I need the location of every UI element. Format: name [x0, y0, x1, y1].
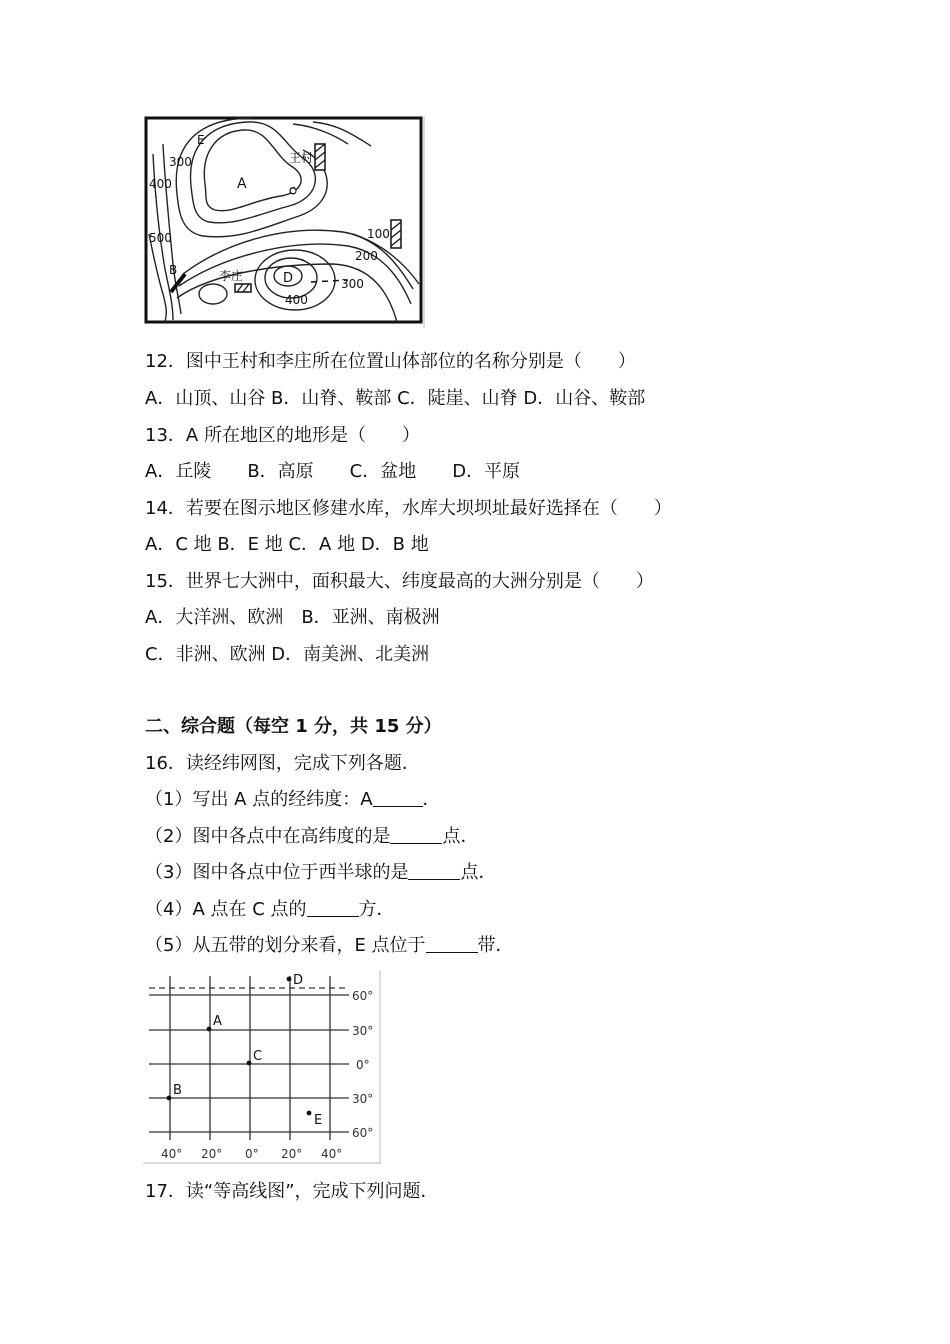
lon-label-40w: 40°	[161, 1147, 183, 1161]
question-12: 12．图中王村和李庄所在位置山体部位的名称分别是（ ）	[145, 351, 636, 372]
question-16-4	[145, 898, 395, 922]
contour-map-figure	[143, 114, 428, 330]
answer-blank-16-2[interactable]	[390, 825, 442, 844]
label-contour-400-bottom: 400	[285, 293, 308, 307]
graticule-figure	[143, 968, 383, 1166]
question-17: 17．读“等高线图”，完成下列问题．	[145, 1181, 439, 1202]
q16-2-text: （2）图中各点中在高纬度的是	[145, 826, 391, 847]
lon-label-20w: 20°	[201, 1147, 223, 1161]
answer-blank-16-5[interactable]	[426, 934, 478, 953]
answer-blank-16-4[interactable]	[307, 898, 359, 917]
label-contour-300-right: 300	[341, 277, 364, 291]
lon-label-0: 0°	[245, 1147, 259, 1161]
lon-label-20e: 20°	[281, 1147, 303, 1161]
answer-blank-16-3[interactable]	[408, 861, 460, 880]
question-15: 15．世界七大洲中，面积最大、纬度最高的大洲分别是（ ）	[145, 571, 654, 592]
label-d: D	[283, 271, 294, 286]
point-a-label: A	[213, 1014, 222, 1029]
q16-3-end: 点．	[460, 862, 497, 883]
point-e-label: E	[314, 1113, 323, 1128]
label-contour-400-left: 400	[149, 177, 172, 191]
lat-label-0: 0°	[356, 1058, 370, 1072]
q16-1-end: ．	[422, 789, 441, 810]
label-contour-200: 200	[355, 249, 378, 263]
label-wangcun: 王村	[289, 151, 314, 165]
point-e-dot	[307, 1111, 312, 1116]
point-b-dot	[167, 1096, 172, 1101]
question-16-1	[145, 788, 441, 812]
lon-label-40e: 40°	[321, 1147, 343, 1161]
question-14: 14．若要在图示地区修建水库，水库大坝坝址最好选择在（ ）	[145, 498, 672, 519]
lat-label-60n: 60°	[352, 989, 374, 1003]
label-contour-300-left: 300	[169, 155, 192, 169]
label-e: E	[197, 133, 205, 147]
label-contour-100: 100	[367, 227, 390, 241]
point-b-label: B	[173, 1083, 182, 1098]
answer-blank-16-1[interactable]	[373, 788, 423, 807]
question-16-5	[145, 934, 514, 958]
lat-label-30n: 30°	[352, 1024, 374, 1038]
question-13-options: A．丘陵 B．高原 C．盆地 D．平原	[145, 461, 521, 482]
question-15-options-2: C．非洲、欧洲 D．南美洲、北美洲	[145, 644, 430, 665]
section-2-heading: 二、综合题（每空 1 分，共 15 分）	[145, 716, 442, 737]
q16-5-end: 带．	[477, 935, 514, 956]
question-16: 16．读经纬网图，完成下列各题．	[145, 753, 420, 774]
label-contour-500-left: 500	[149, 231, 172, 245]
question-16-3	[145, 861, 496, 885]
lat-label-60s: 60°	[352, 1126, 374, 1140]
question-14-options: A．C 地 B．E 地 C．A 地 D．B 地	[145, 534, 429, 555]
q16-2-end: 点．	[442, 826, 479, 847]
q16-4-text: （4）A 点在 C 点的	[145, 899, 307, 920]
point-d-label: D	[293, 973, 304, 988]
lat-label-30s: 30°	[352, 1092, 374, 1106]
point-a-dot	[207, 1027, 212, 1032]
question-12-options: A．山顶、山谷 B．山脊、鞍部 C．陡崖、山脊 D．山谷、鞍部	[145, 388, 646, 409]
label-b: B	[169, 263, 178, 277]
q16-3-text: （3）图中各点中位于西半球的是	[145, 862, 409, 883]
label-a: A	[237, 176, 247, 192]
question-13: 13．A 所在地区的地形是（ ）	[145, 425, 420, 446]
label-c: C	[289, 186, 296, 197]
q16-5-text: （5）从五带的划分来看，E 点位于	[145, 935, 426, 956]
point-c-label: C	[253, 1049, 263, 1064]
question-15-options-1: A．大洋洲、欧洲 B．亚洲、南极洲	[145, 607, 440, 628]
q16-1-text: （1）写出 A 点的经纬度：A	[145, 789, 373, 810]
q16-4-end: 方．	[358, 899, 395, 920]
point-d-dot	[287, 977, 292, 982]
question-16-2	[145, 825, 478, 849]
label-lizhuang: 李庄	[219, 269, 244, 283]
point-c-dot	[247, 1061, 252, 1066]
